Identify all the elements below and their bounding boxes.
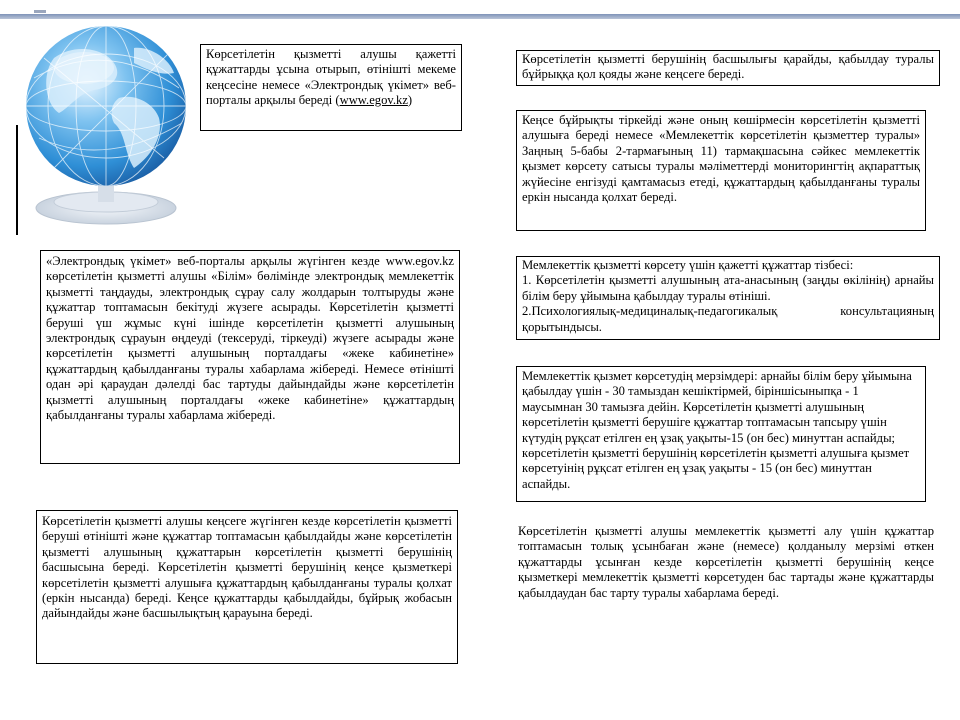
documents-list-item-1: 1. Көрсетілетін қызметті алушының ата-анасының (заңды өкілінің) арнайы білім беру ұйымына қабылдау туралы өтініші. [522,273,934,303]
refusal-note-text: Көрсетілетін қызметті алушы мемлекеттік қызметті алу үшін құжаттар топтамасын толық ұсынбаған және (немесе) қолданылу мерзімі өткен құжаттарды ұсынған кезде көрсетілетін қызметті берушінің кеңсе қызметкері мемлекеттік қызметті көрсетуден бас тартады және құжаттарды қабылдаудан бас тарту туралы хабарлама береді. [518,524,934,600]
documents-list-box [516,256,940,340]
apply-instruction-close: ) [407,93,413,108]
documents-list-title: Мемлекеттік қызметті көрсету үшін қажетті құжаттар тізбесі: [522,258,854,272]
egov-link[interactable]: www.egov.kz [339,93,408,108]
office-procedure-box [36,510,458,664]
refusal-note [516,524,936,601]
egov-procedure-box [40,250,460,464]
globe-icon [14,18,198,236]
service-terms-box [516,366,926,502]
registration-box [516,110,926,231]
apply-instruction-box [200,44,462,131]
registration-text: Кеңсе бұйрықты тіркейді және оның көшірмесін көрсетілетін қызметті алушыға береді немесе «Мемлекеттік көрсетілетін қызметтер туралы» Заңның 5-бабы 2-тармағының 11) тармақшасына сәйкес мемлекеттік қызмет көрсету сатысы туралы мәліметтерді мониторингтің ақпараттық жүйесіне енгізуді қамтамасыз етеді, құжаттардың қабылданғаны туралы еркін нысанда қолхат береді. [522,113,920,205]
service-terms-text: Мемлекеттік қызмет көрсетудің мерзімдері: арнайы білім беру ұйымына қабылдау үшін - 30 тамыздан кешіктірмей, біріншісыныпқа - 1 маусымнан 30 тамызға дейін. Көрсетілетін қызметті алушының көрсетілетін қызметті берушіге құжаттар топтамасын тапсыру үшін күтудің рұқсат етілген ең ұзақ уақыты-15 (он бес) минуттан аспайды; көрсетілетін қызметті берушінің көрсетілетін қызметті алушыға қызмет көрсетуінің рұқсат етілген ең ұзақ уақыты - 15 (он бес) минуттан аспайды. [522,369,912,491]
management-review-box [516,50,940,86]
management-review-text: Көрсетілетін қызметті берушінің басшылығы қарайды, қабылдау туралы бұйрыққа қол қояды және кеңсеге береді. [522,52,934,82]
egov-procedure-text: «Электрондық үкімет» веб-порталы арқылы жүгінген кезде www.egov.kz көрсетілетін қызметті алушы «Білім» бөлімінде электрондық мемлекеттік қызметті таңдауды, электрондық сұрау салу жолдарын толтыруды және құжаттар топтамасын бекітуді жүзеге асырады. Көрсетілетін қызметті беруші үш жұмыс күні ішінде көрсетілетін қызметті алушының электрондық сұрауын өңдеуді (тексеруді, тіркеуді) жүзеге асырады және көрсетілетін қызметті алушының порталдағы «жеке кабинетіне» құжаттардың қабылданғаны туралы хабарлама жібереді. Немесе өтінішті одан әрі қараудан дәлелді бас тартуды дайындайды және көрсетілетін қызметті алушының порталдағы «жеке кабинетіне» құжаттардың қабылданғаны туралы хабарлама жібереді. [46,254,454,423]
office-procedure-text: Көрсетілетін қызметті алушы кеңсеге жүгінген кезде көрсетілетін қызметті беруші өтінішті және құжаттар топтамасын қабылдайды және көрсетілетін қызметті алушының құжаттарын көрсетілетін қызметті берушінің басшысына береді. Көрсетілетін қызметті берушінің кеңсе қызметкері көрсетілетін қызметті алушыға құжаттардың қабылданғаны туралы қолхат (еркін нысанда) береді. Кеңсе құжаттарды қабылдайды, бұйрық жобасын дайындайды және басшылықтың қарауына береді. [42,514,452,621]
documents-list-item-2: 2.Психологиялық-медициналық-педагогикалық консультацияның қорытындысы. [522,304,934,334]
apply-instruction-text: Көрсетілетін қызметті алушы қажетті құжаттарды ұсына отырып, өтінішті мекеме кеңсесіне немесе «Электрондық үкімет» веб-порталы арқылы береді ( [206,47,456,108]
top-mark [34,10,46,13]
image-edge [16,125,18,235]
